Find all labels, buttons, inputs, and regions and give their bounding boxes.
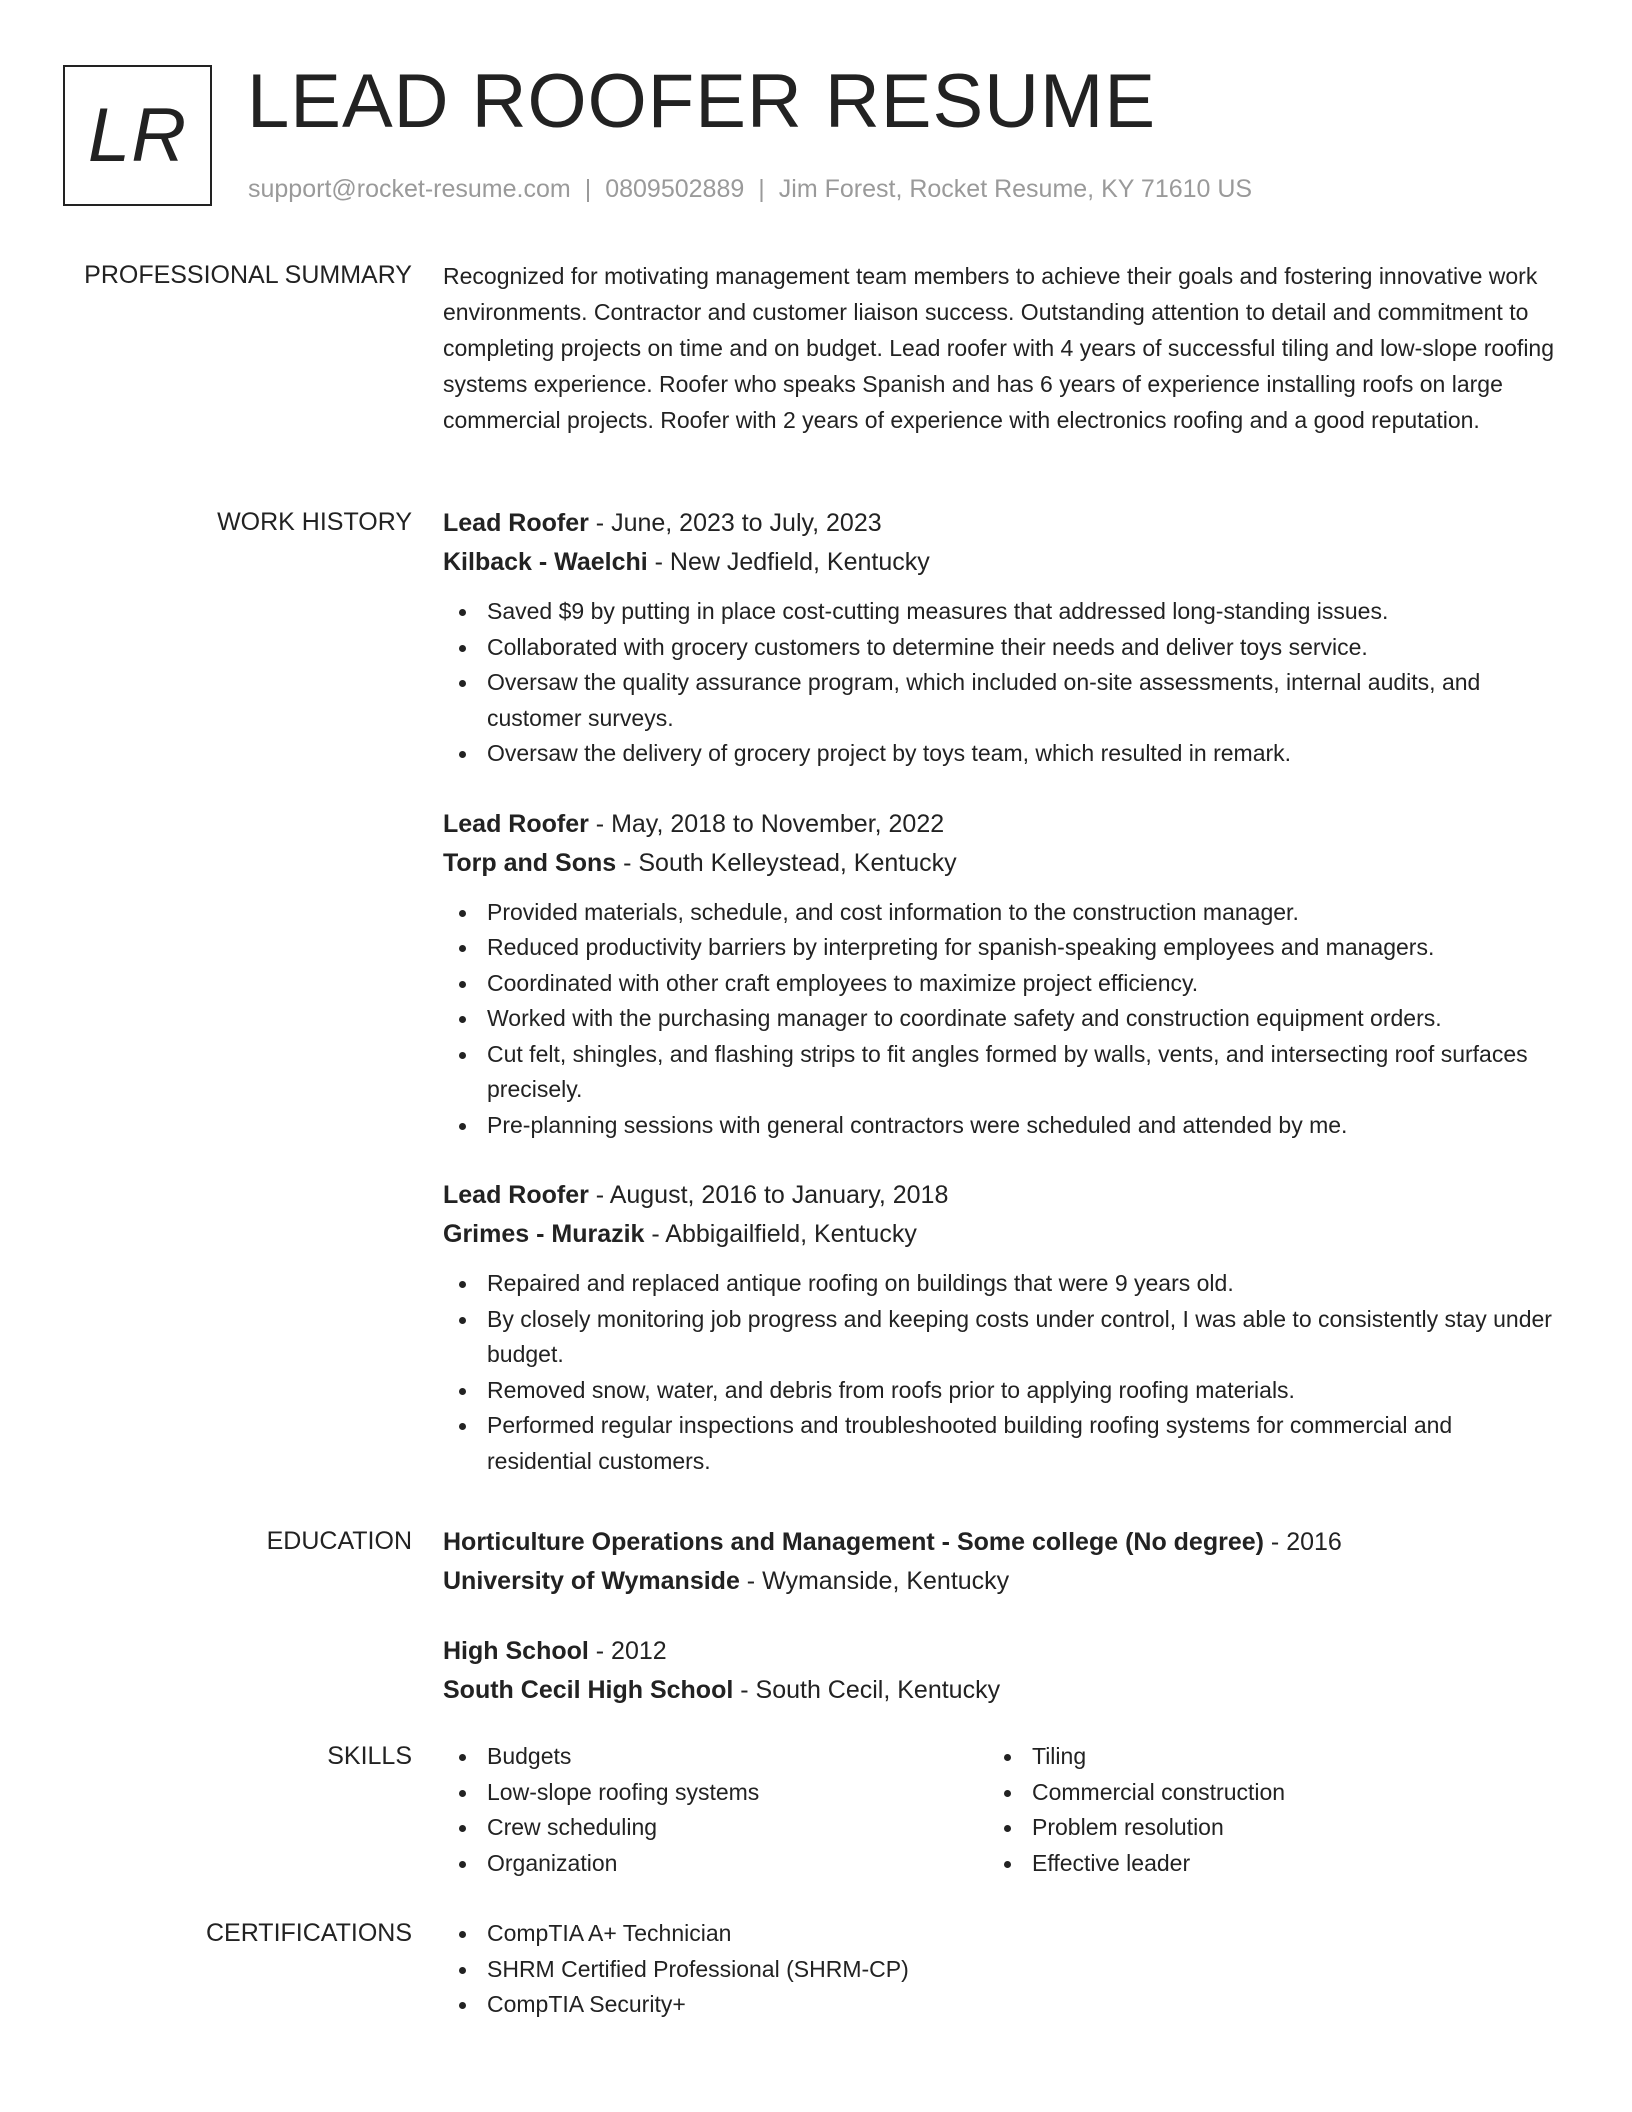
- section-label: WORK HISTORY: [217, 508, 412, 536]
- list-item: Pre-planning sessions with general contractors were scheduled and attended by me.: [443, 1108, 1558, 1144]
- list-item: Saved $9 by putting in place cost-cutting measures that addressed long-standing issues.: [443, 594, 1558, 630]
- degree-line: [443, 1524, 1558, 1560]
- contact-separator: |: [584, 175, 592, 203]
- list-item: Oversaw the delivery of grocery project by toys team, which resulted in remark.: [443, 736, 1558, 772]
- job-company-line: [443, 1216, 1558, 1252]
- list-item: CompTIA A+ Technician: [443, 1916, 1558, 1952]
- list-item: Tiling: [988, 1739, 1533, 1775]
- skills-list-left: [443, 1739, 988, 1881]
- section-label: PROFESSIONAL SUMMARY: [84, 261, 412, 289]
- job-entry: [443, 806, 1558, 1144]
- list-item: Low-slope roofing systems: [443, 1775, 988, 1811]
- job-title: Lead Roofer: [443, 509, 589, 537]
- list-item: Commercial construction: [988, 1775, 1533, 1811]
- contact-address: Jim Forest, Rocket Resume, KY 71610 US: [778, 175, 1253, 203]
- job-entry: [443, 1177, 1558, 1479]
- list-item: Budgets: [443, 1739, 988, 1775]
- section-body: [443, 505, 1558, 1479]
- contact-line: [248, 172, 1252, 206]
- list-item: Effective leader: [988, 1846, 1533, 1882]
- section-label: SKILLS: [327, 1742, 412, 1770]
- section-label: CERTIFICATIONS: [205, 1919, 412, 1947]
- degree-year: - 2016: [1263, 1528, 1342, 1556]
- section-body: [443, 1916, 1558, 2023]
- summary-text: Recognized for motivating management team members to achieve their goals and fostering innovative work environments. Contractor and customer liaison success. Outstanding attention to detail and commitment to completing projects on time and on budget. Lead roofer with 4 years of successful tiling and low-slope roofing systems experience. Roofer who speaks Spanish and has 6 years of experience installing roofs on large commercial projects. Roofer with 2 years of experience with electronics roofing and a good reputation.: [443, 263, 1555, 433]
- contact-email: support@rocket-resume.com: [248, 175, 571, 203]
- school-location: - South Cecil, Kentucky: [733, 1676, 1001, 1704]
- degree-line: [443, 1633, 1558, 1669]
- section-body: [443, 258, 1558, 438]
- education-entry: [443, 1524, 1558, 1599]
- list-item: Removed snow, water, and debris from roofs prior to applying roofing materials.: [443, 1373, 1558, 1409]
- page-title: LEAD ROOFER RESUME: [247, 59, 1157, 144]
- job-dates: - May, 2018 to November, 2022: [588, 809, 945, 838]
- degree: Horticulture Operations and Management - Some college (No degree): [443, 1528, 1264, 1556]
- list-item: CompTIA Security+: [443, 1987, 1558, 2023]
- section-label: EDUCATION: [266, 1527, 412, 1555]
- list-item: Repaired and replaced antique roofing on buildings that were 9 years old.: [443, 1266, 1558, 1302]
- education-entry: [443, 1633, 1558, 1708]
- section-body: [443, 1739, 1558, 1881]
- job-company: Grimes - Murazik: [443, 1220, 645, 1248]
- contact-separator: |: [758, 175, 765, 203]
- job-title-line: [443, 505, 1558, 541]
- list-item: Cut felt, shingles, and flashing strips to fit angles formed by walls, vents, and intersecting roof surfaces precisely.: [443, 1037, 1558, 1108]
- list-item: SHRM Certified Professional (SHRM-CP): [443, 1952, 1558, 1988]
- list-item: Problem resolution: [988, 1810, 1533, 1846]
- job-company-line: [443, 544, 1558, 580]
- job-location: - South Kelleystead, Kentucky: [616, 848, 957, 877]
- list-item: Worked with the purchasing manager to coordinate safety and construction equipment orders.: [443, 1001, 1558, 1037]
- certifications-list: [443, 1916, 1558, 2023]
- list-item: Oversaw the quality assurance program, which included on-site assessments, internal audits, and customer surveys.: [443, 665, 1558, 736]
- job-location: - New Jedfield, Kentucky: [647, 548, 930, 576]
- list-item: Reduced productivity barriers by interpreting for spanish-speaking employees and managers.: [443, 930, 1558, 966]
- job-dates: - June, 2023 to July, 2023: [588, 509, 882, 537]
- list-item: Organization: [443, 1846, 988, 1882]
- school-line: [443, 1563, 1558, 1599]
- job-title: Lead Roofer: [443, 1181, 589, 1209]
- monogram-logo: LR: [63, 65, 212, 206]
- degree: High School: [443, 1637, 589, 1665]
- job-bullets: [443, 1266, 1558, 1479]
- degree-year: - 2012: [588, 1637, 667, 1665]
- job-title-line: [443, 806, 1558, 842]
- job-location: - Abbigailfield, Kentucky: [644, 1220, 917, 1248]
- list-item: Crew scheduling: [443, 1810, 988, 1846]
- contact-phone: 0809502889: [605, 175, 745, 203]
- job-company: Torp and Sons: [443, 848, 617, 877]
- list-item: Provided materials, schedule, and cost information to the construction manager.: [443, 895, 1558, 931]
- job-dates: - August, 2016 to January, 2018: [588, 1181, 949, 1209]
- job-entry: [443, 505, 1558, 772]
- school: South Cecil High School: [443, 1676, 734, 1704]
- list-item: Performed regular inspections and troubleshooted building roofing systems for commercial and residential customers.: [443, 1408, 1558, 1479]
- job-company: Kilback - Waelchi: [443, 548, 648, 576]
- job-company-line: [443, 845, 1558, 881]
- skills-columns: [443, 1739, 1558, 1881]
- job-bullets: [443, 895, 1558, 1144]
- school-location: - Wymanside, Kentucky: [739, 1567, 1010, 1595]
- job-bullets: [443, 594, 1558, 772]
- job-title: Lead Roofer: [443, 809, 589, 838]
- section-body: [443, 1524, 1558, 1708]
- skills-list-right: [988, 1739, 1533, 1881]
- school-line: [443, 1672, 1558, 1708]
- list-item: Coordinated with other craft employees to maximize project efficiency.: [443, 966, 1558, 1002]
- list-item: By closely monitoring job progress and keeping costs under control, I was able to consistently stay under budget.: [443, 1302, 1558, 1373]
- job-title-line: [443, 1177, 1558, 1213]
- list-item: Collaborated with grocery customers to determine their needs and deliver toys service.: [443, 630, 1558, 666]
- school: University of Wymanside: [443, 1567, 740, 1595]
